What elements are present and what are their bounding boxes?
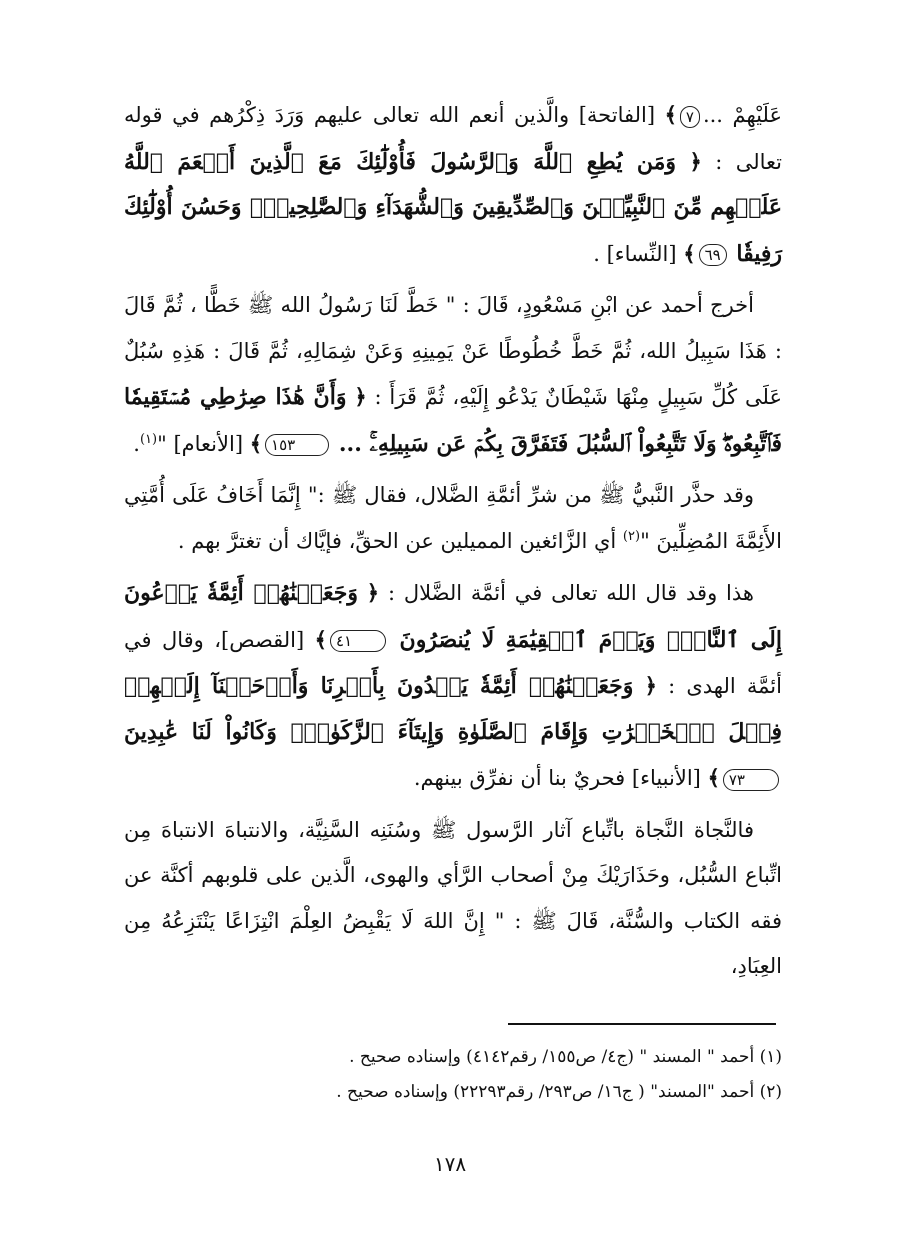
- surah-reference: [الأنعام] ": [157, 431, 244, 456]
- paragraph-2: [124, 283, 782, 467]
- footnote-1: (١) أحمد " المسند " (ج٤/ ص١٥٥/ رقم٤١٤٢) وإسناده صحيح .: [349, 1047, 782, 1067]
- footnote-2: (٢) أحمد "المسند" ( ج١٦/ ص٢٩٣/ رقم٢٢٢٩٣) وإسناده صحيح .: [336, 1082, 782, 1102]
- ayah-number: ١٥٣: [265, 434, 329, 456]
- ornate-bracket: ﴿: [644, 673, 657, 698]
- quran-verse: وَأَنَّ هَٰذَا صِرَٰطِي مُسۡتَقِيمٗا فَٱتَّبِعُوهُۖ وَلَا تَتَّبِعُواْ ٱلسُّبُلَ فَتَفَرَّقَ بِكُمۡ عَن سَبِيلِهِۦۚ ...: [124, 384, 782, 457]
- text-segment: أي الزَّائغين المميلين عن الحقِّ، فإيَّاك أن تغترَّ بهم .: [177, 528, 617, 553]
- text-segment: فالنَّجاة النَّجاة باتِّباع آثار الرَّسول ﷺ وسُنَنِه السَّنِيَّة، والانتباهَ الانتباهَ مِن اتِّباع السُّبُل، وحَذَارَيْكَ مِنْ أصحاب الرَّأي والهوى، الَّذين على قلوبهم أكنَّة عن فقه الكتاب والسُّنَّة، قَالَ ﷺ : " إِنَّ اللهَ لَا يَقْبِضُ العِلْمَ انْتِزَاعًا يَنْتَزِعُهُ مِن العِبَادِ،: [124, 817, 782, 978]
- paragraph-5: [124, 808, 782, 990]
- footnote-marker[interactable]: (٢): [622, 528, 641, 544]
- text-segment: عَلَيْهِمْ ...: [702, 103, 782, 127]
- ornate-bracket: ﴿: [366, 580, 380, 605]
- ayah-number: ٧: [680, 106, 700, 128]
- surah-reference: [النِّساء] .: [593, 241, 677, 266]
- text-segment: وقال في أئمَّة الهدى :: [124, 627, 782, 698]
- text-segment: أخرج أحمد عن ابْنِ مَسْعُودٍ، قَالَ : " خَطَّ لَنَا رَسُولُ الله ﷺ خَطًّا ، ثُمَّ قَالَ : هَذَا سَبِيلُ الله، ثُمَّ خَطَّ خُطُوطًا عَنْ يَمِينِهِ وَعَنْ شِمَالِهِ، ثُمَّ قَالَ : هَذِهِ سُبُلٌ عَلَى كُلِّ سَبِيلٍ مِنْهَا شَيْطَانٌ يَدْعُو إِلَيْهِ، ثُمَّ قَرَأَ :: [124, 293, 782, 409]
- ayah-number: ٤١: [330, 630, 386, 652]
- quran-verse: وَجَعَلۡنَٰهُمۡ أَئِمَّةٗ يَهۡدُونَ بِأَمۡرِنَا وَأَوۡحَيۡنَآ إِلَيۡهِمۡ فِعۡلَ ٱلۡخَيۡرَٰتِ وَإِقَامَ ٱلصَّلَوٰةِ وَإِيتَآءَ ٱلزَّكَوٰةِۖ وَكَانُواْ لَنَا عَٰبِدِينَ: [124, 673, 782, 745]
- surah-reference: [الأنبياء]: [631, 766, 701, 790]
- ornate-bracket: ﴿: [354, 384, 367, 409]
- quran-verse: وَجَعَلۡنَٰهُمۡ أَئِمَّةٗ يَدۡعُونَ إِلَى ٱلنَّارِۖ وَيَوۡمَ ٱلۡقِيَٰمَةِ لَا يُنصَرُونَ: [124, 580, 782, 653]
- text-segment: .: [133, 431, 140, 456]
- ayah-number: ٧٣: [723, 769, 779, 791]
- paragraph-1: [124, 92, 782, 277]
- footnotes: [124, 1040, 782, 1110]
- surah-reference: [الفاتحة]: [578, 103, 656, 127]
- ornate-bracket: ﴾: [683, 240, 696, 266]
- main-text: [124, 92, 782, 996]
- ornate-bracket: ﴾: [249, 430, 263, 456]
- ornate-bracket: ﴾: [664, 102, 677, 127]
- quran-verse: وَمَن يُطِعِ ٱللَّهَ وَٱلرَّسُولَ فَأُوْلَٰٓئِكَ مَعَ ٱلَّذِينَ أَنۡعَمَ ٱللَّهُ عَلَيۡهِم مِّنَ ٱلنَّبِيِّـۧنَ وَٱلصِّدِّيقِينَ وَٱلشُّهَدَآءِ وَٱلصَّٰلِحِينَۚ وَحَسُنَ أُوْلَٰٓئِكَ رَفِيقٗا: [124, 148, 782, 267]
- ayah-number: ٦٩: [699, 244, 727, 266]
- footnote-divider: [508, 1023, 776, 1025]
- ornate-bracket: ﴿: [689, 148, 702, 174]
- text-segment: وقد حذَّر النَّبيُّ ﷺ من شرِّ أئمَّةِ الضَّلال، فقال ﷺ :" إِنَّمَا أَخَافُ عَلَى أُمَّتِي الأَئِمَّةَ المُضِلِّينَ ": [124, 483, 782, 553]
- text-segment: والَّذين أنعم الله تعالى عليهم وَرَدَ ذِكْرُهم في قوله تعالى :: [124, 103, 782, 174]
- ornate-bracket: ﴾: [314, 626, 327, 652]
- page-number: ١٧٨: [433, 1152, 467, 1176]
- text-segment: هذا وقد قال الله تعالى في أئمَّة الضَّلال :: [387, 581, 754, 605]
- text-segment: فحريٌ بنا أن نفرِّق بينهم.: [413, 766, 626, 790]
- footnote-marker[interactable]: (١): [139, 431, 158, 447]
- paragraph-4: [124, 570, 782, 802]
- paragraph-3: [124, 473, 782, 564]
- ornate-bracket: ﴾: [707, 765, 720, 790]
- surah-reference: [القصص]،: [214, 627, 305, 652]
